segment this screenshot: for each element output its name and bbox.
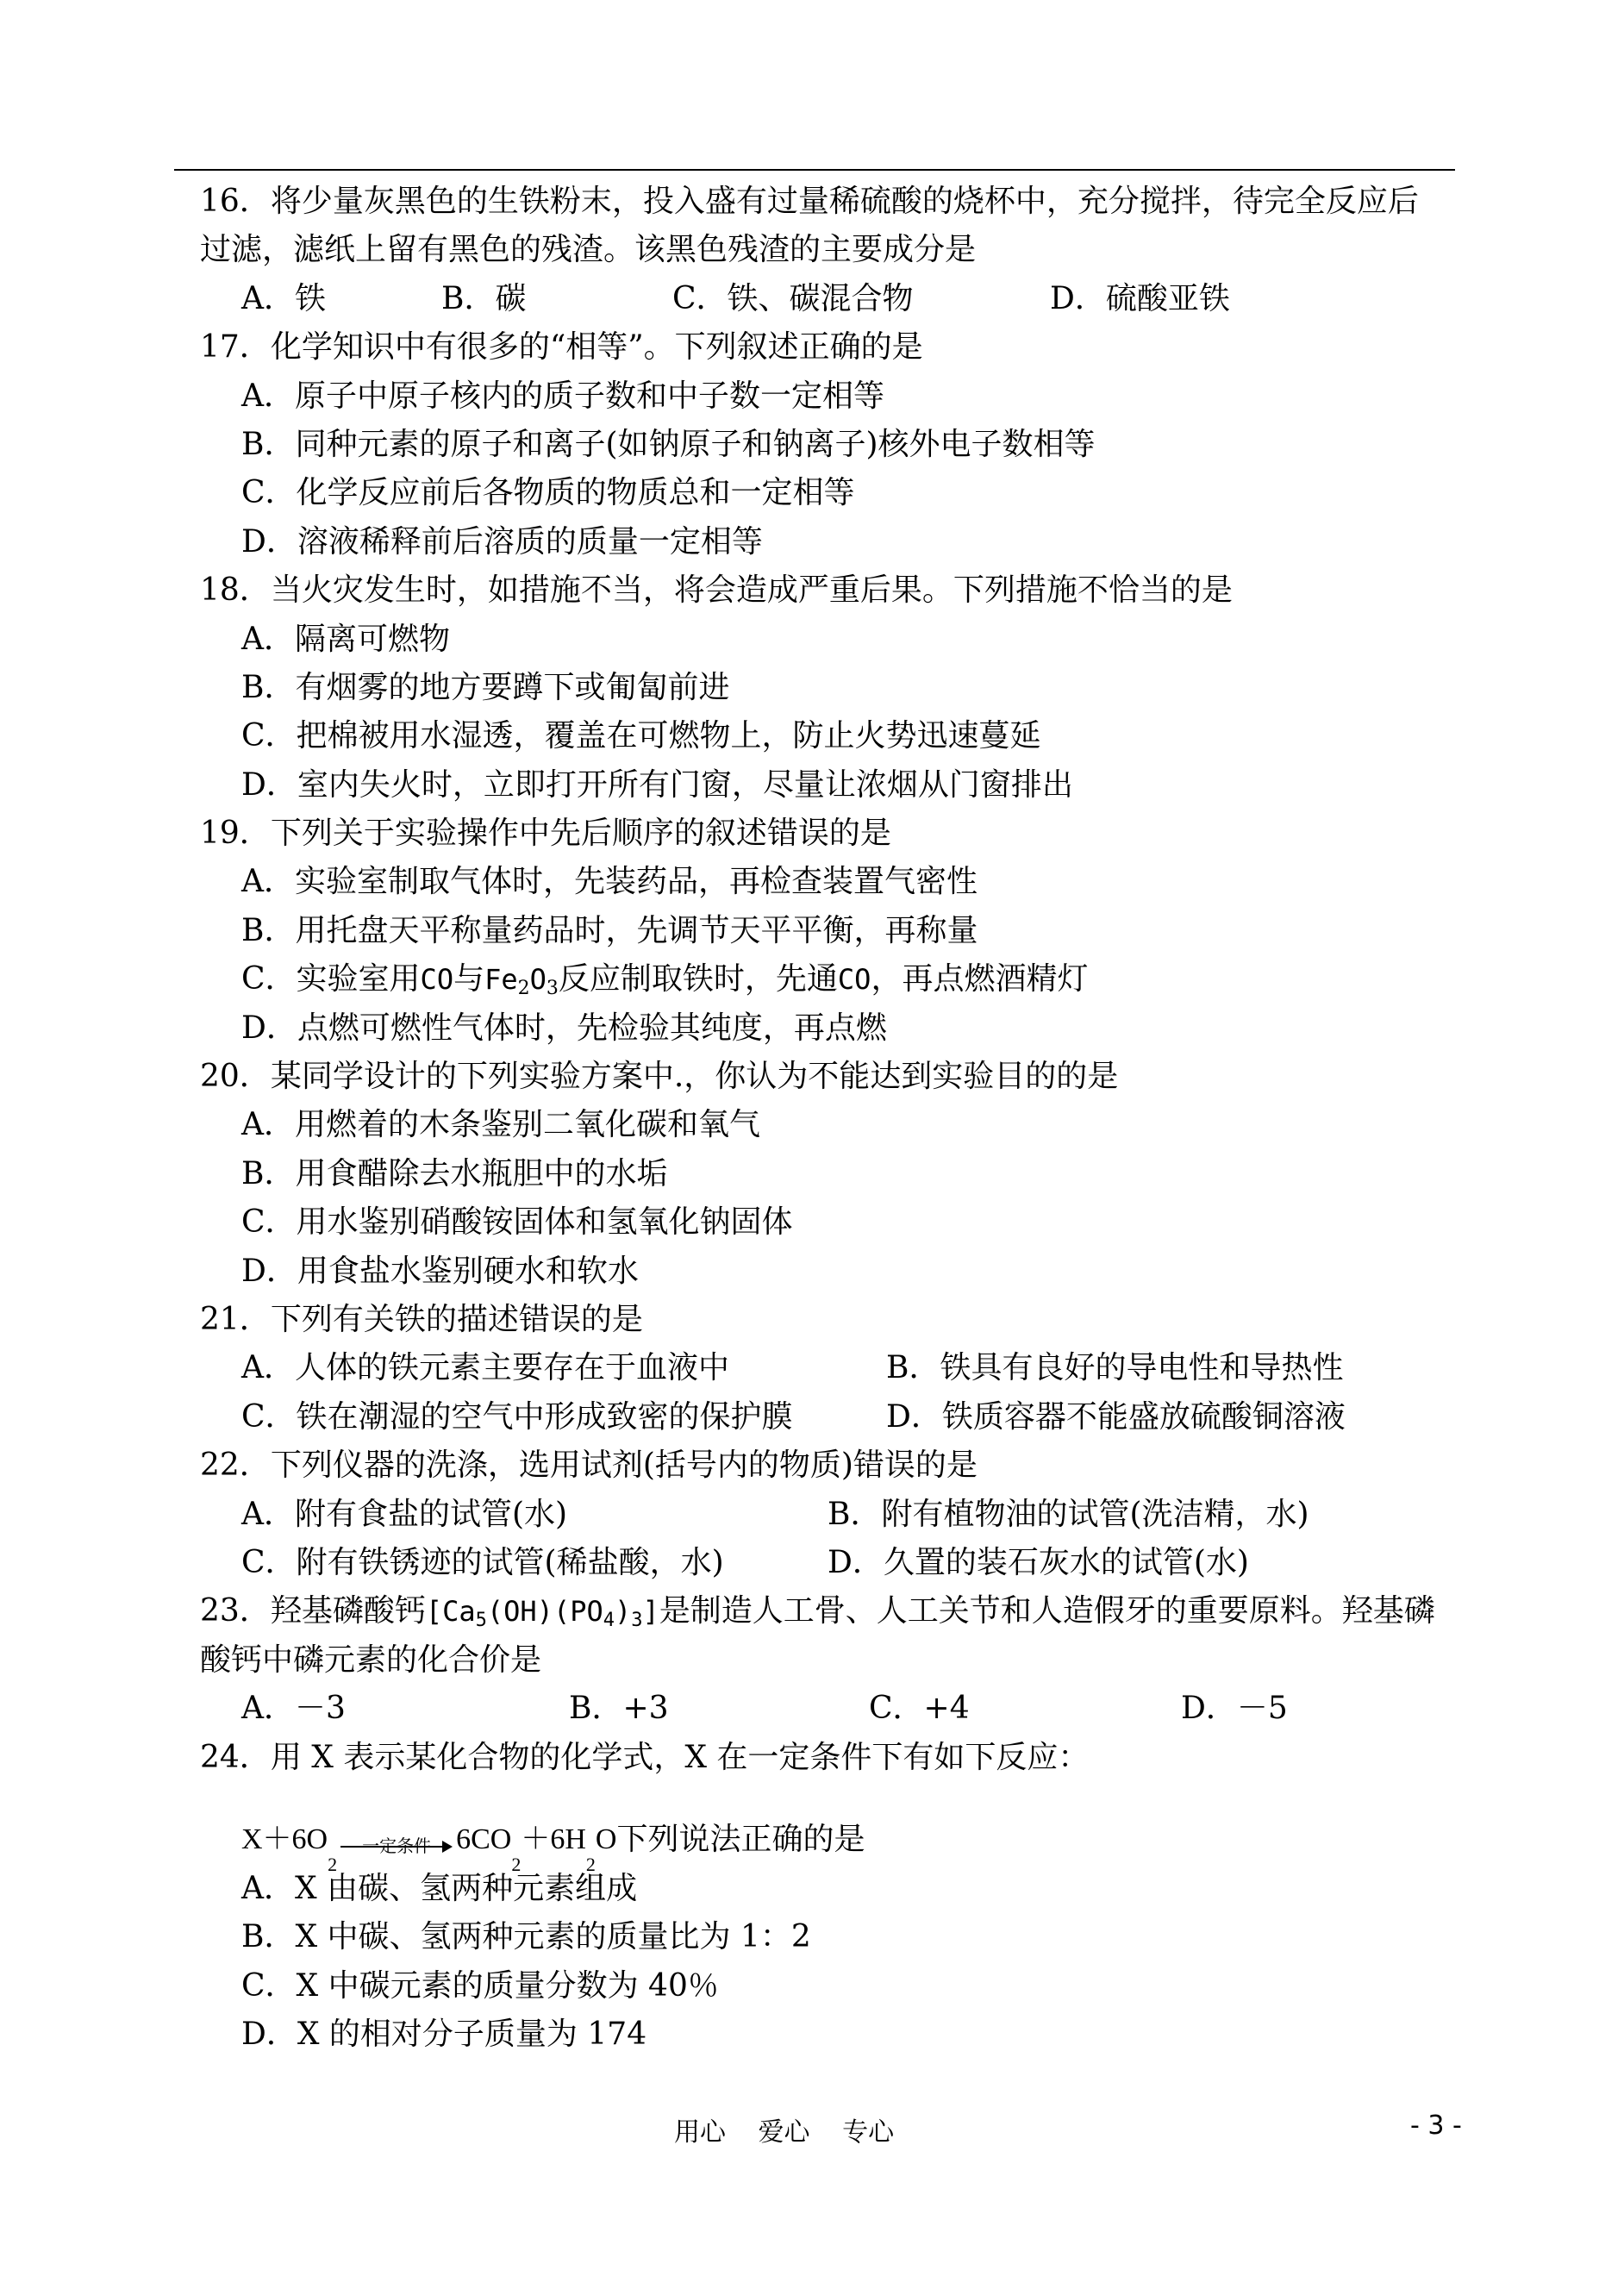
- option-a: A．原子中原子核内的质子数和中子数一定相等: [241, 378, 884, 414]
- option-c: C．X 中碳元素的质量分数为 40％: [241, 1967, 719, 2004]
- question-23-options: [200, 1685, 1467, 1733]
- footer-motto: 用心 爱心 专心: [674, 2117, 895, 2148]
- option-c: C．铁、碳混合物: [672, 280, 914, 316]
- option-c: C．铁在潮湿的空气中形成致密的保护膜: [241, 1398, 793, 1435]
- option-a: A．铁: [241, 280, 326, 316]
- option-d: D．X 的相对分子质量为 174: [241, 2017, 647, 2053]
- reaction-equation-row: [200, 1782, 1467, 1875]
- option-c: C．+4: [869, 1691, 970, 1727]
- reaction-equation: X＋6O 2 一定条件 6CO 2 ＋6H 2 O: [241, 1816, 616, 1864]
- option-d: D．溶液稀释前后溶质的质量一定相等: [241, 523, 763, 560]
- reaction-arrow: [340, 1817, 453, 1865]
- option-c: C．附有铁锈迹的试管(稀盐酸，水): [241, 1544, 724, 1580]
- option-a: A．用燃着的木条鉴别二氧化碳和氧气: [241, 1107, 760, 1143]
- question-16-stem: 16．将少量灰黑色的生铁粉末，投入盛有过量稀硫酸的烧杯中，充分搅拌，待完全反应后: [200, 184, 1419, 219]
- header-rule: [174, 169, 1455, 171]
- page-number: - 3 -: [1410, 2111, 1462, 2141]
- question-23-stem: 23．羟基磷酸钙$[Ca_5(OH)(PO_4)_3]$是制造人工骨、人工关节和人造假牙的重要原料。羟基磷: [200, 1593, 1435, 1632]
- option-c: C．实验室用CO与$Fe_2O_3$反应制取铁时，先通CO，再点燃酒精灯: [241, 961, 1089, 1000]
- option-a: A．隔离可燃物: [241, 621, 450, 657]
- option-b: B．铁具有良好的导电性和导热性: [886, 1350, 1344, 1386]
- question-19-stem: 19．下列关于实验操作中先后顺序的叙述错误的是: [200, 816, 891, 852]
- option-d: D．久置的装石灰水的试管(水): [828, 1544, 1249, 1580]
- option-d: D．铁质容器不能盛放硫酸铜溶液: [886, 1398, 1346, 1435]
- question-21-stem: 21．下列有关铁的描述错误的是: [200, 1301, 643, 1337]
- option-c: C．把棉被用水湿透，覆盖在可燃物上，防止火势迅速蔓延: [241, 718, 1041, 754]
- question-22-stem: 22．下列仪器的洗涤，选用试剂(括号内的物质)错误的是: [200, 1448, 978, 1484]
- option-d: D．用食盐水鉴别硬水和软水: [241, 1253, 639, 1289]
- option-d: D．点燃可燃性气体时，先检验其纯度，再点燃: [241, 1010, 887, 1046]
- option-d: D．－5: [1181, 1691, 1288, 1727]
- option-b: B．X 中碳、氢两种元素的质量比为 1：2: [241, 1919, 811, 1955]
- question-16-stem-cont: 过滤，滤纸上留有黑色的残渣。该黑色残渣的主要成分是: [200, 232, 977, 268]
- question-21-options-cd: [200, 1393, 1467, 1441]
- question-20-stem: 20．某同学设计的下列实验方案中.，你认为不能达到实验目的的是: [200, 1059, 1119, 1095]
- option-c: C．化学反应前后各物质的物质总和一定相等: [241, 475, 855, 511]
- question-24-stem: 24．用 X 表示某化合物的化学式，X 在一定条件下有如下反应：: [200, 1739, 1090, 1775]
- question-17-stem: 17．化学知识中有很多的“相等”。下列叙述正确的是: [200, 329, 923, 366]
- option-d: D．室内失火时，立即打开所有门窗，尽量让浓烟从门窗排出: [241, 766, 1073, 803]
- option-b: B．同种元素的原子和离子(如钠原子和钠离子)核外电子数相等: [241, 426, 1096, 462]
- option-b: B．附有植物油的试管(洗洁精，水): [828, 1496, 1309, 1532]
- exam-page: [200, 178, 1467, 2059]
- question-23-stem-cont: 酸钙中磷元素的化合价是: [200, 1642, 542, 1678]
- option-a: A．人体的铁元素主要存在于血液中: [241, 1350, 729, 1386]
- formula-hydroxyapatite: $[Ca_5(OH)(PO_4)_3]$: [425, 1595, 659, 1632]
- option-b: B．用托盘天平称量药品时，先调节天平平衡，再称量: [241, 912, 978, 948]
- question-22-options-cd: [200, 1539, 1467, 1587]
- option-b: B．碳: [441, 280, 527, 316]
- question-22-options-ab: [200, 1491, 1467, 1539]
- option-a: A．－3: [241, 1691, 346, 1727]
- question-24-prompt: 下列说法正确的是: [616, 1822, 865, 1858]
- option-b: B．+3: [569, 1691, 669, 1727]
- question-18-stem: 18．当火灾发生时，如措施不当，将会造成严重后果。下列措施不恰当的是: [200, 572, 1233, 609]
- option-a: A．X 由碳、氢两种元素组成: [241, 1870, 638, 1906]
- option-a: A．实验室制取气体时，先装药品，再检查装置气密性: [241, 864, 978, 900]
- option-a: A．附有食盐的试管(水): [241, 1496, 568, 1532]
- question-21-options-ab: [200, 1344, 1467, 1392]
- option-c: C．用水鉴别硝酸铵固体和氢氧化钠固体: [241, 1204, 793, 1241]
- page-footer: [0, 2102, 1624, 2154]
- option-b: B．用食醋除去水瓶胆中的水垢: [241, 1155, 668, 1191]
- option-d: D．硫酸亚铁: [1050, 280, 1230, 316]
- option-b: B．有烟雾的地方要蹲下或匍匐前进: [241, 669, 730, 705]
- question-16-options: [200, 275, 1467, 323]
- reaction-condition: 一定条件: [362, 1835, 432, 1856]
